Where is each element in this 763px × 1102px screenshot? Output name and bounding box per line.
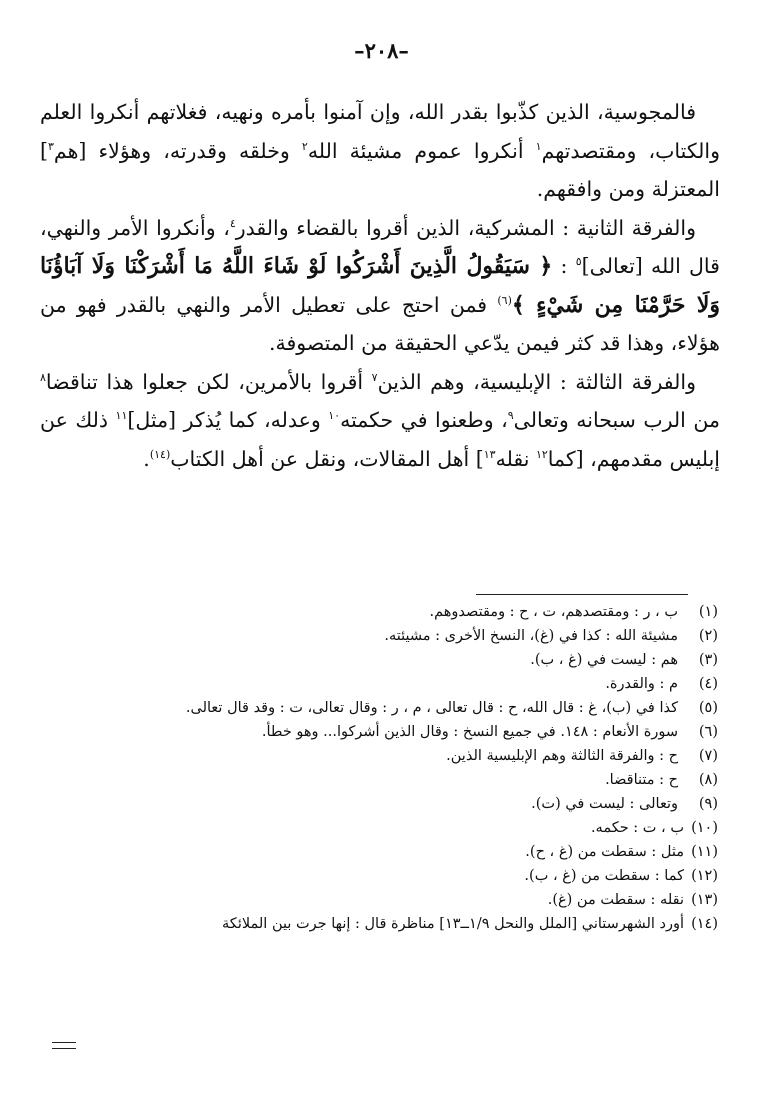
quran-verse: ﴿ سَيَقُولُ الَّذِينَ أَشْرَكُوا لَوْ شَاءَ اللَّهُ مَا أَشْرَكْنَا وَلَا آبَاؤُنَا وَلَا حَرَّمْنَا مِن شَيْءٍ ﴾	[40, 253, 720, 318]
text-run: وعدله، كما يُذكر [مثل]	[127, 408, 329, 432]
text-run: ، وطعنوا في حكمته	[340, 408, 508, 432]
footnote-number: (١٢)	[691, 868, 718, 884]
footnote-text: سورة الأنعام : ١٤٨. في جميع النسخ : وقال الذين أشركوا... وهو خطأ.	[261, 724, 678, 740]
text-run: أقروا بالأمرين، لكن جعلوا هذا تناقضا	[45, 369, 372, 394]
footnote-number: (١٣)	[691, 892, 718, 908]
footnote-number: (١٠)	[691, 820, 718, 836]
footnote-ref: ٢	[301, 139, 308, 153]
paragraph-mushrikiyya	[40, 209, 720, 363]
footnote-ref: ٤	[229, 216, 236, 230]
text-run: :	[552, 254, 576, 278]
footnote-ref: ١١	[115, 409, 128, 423]
footnote	[50, 600, 718, 624]
footnote-text: مشيئة الله : كذا في (غ)، النسخ الأخرى : مشيئته.	[384, 628, 678, 644]
text-run: ] أهل المقالات، ونقل عن أهل الكتاب	[170, 446, 484, 471]
footnote-ref: ١	[535, 139, 542, 153]
footnote-ref: ١٠	[328, 409, 341, 423]
footnote-number: (٥)	[698, 700, 718, 716]
footnote-number: (٩)	[698, 796, 718, 812]
footnote	[50, 888, 718, 912]
footnote-separator	[476, 594, 688, 595]
footnote-ref: (١٤)	[149, 447, 171, 461]
text-run: ذلك عن إبليس مقدمهم، [كما	[40, 408, 720, 471]
paragraph-majusiyya	[40, 93, 720, 209]
page-number: –٢٠٨–	[354, 38, 409, 63]
footnote	[50, 816, 718, 840]
footnote-ref: (٦)	[497, 293, 512, 307]
footnote-text: ب ، ت : حكمه.	[590, 820, 684, 836]
text-run: فمن احتج على تعطيل الأمر والنهي بالقدر فهو من هؤلاء، وهذا قد كثر فيمن يدّعي الحقيقة من المتصوفة.	[40, 292, 720, 355]
text-run: من الرب سبحانه وتعالى	[513, 408, 720, 432]
footnote	[50, 720, 718, 744]
footnote-text: وتعالى : ليست في (ت).	[531, 796, 678, 812]
footnote	[50, 840, 718, 864]
footnote-number: (٤)	[698, 676, 718, 692]
footnote-number: (٨)	[698, 772, 718, 788]
footnote-text: نقله : سقطت من (غ).	[547, 892, 684, 908]
text-run: والفرقة الثالثة : الإبليسية، وهم الذين	[377, 369, 696, 394]
text-run: نقله	[495, 446, 536, 471]
footnote	[50, 648, 718, 672]
footnote-ref: ٧	[371, 370, 378, 384]
text-run: والفرقة الثانية : المشركية، الذين أقروا بالقضاء والقدر	[235, 215, 696, 240]
text-run: فالمجوسية، الذين كذّبوا بقدر الله، وإن آمنوا بأمره ونهيه، فغلاتهم أنكروا العلم والكتاب، ومقتصدتهم	[40, 100, 720, 163]
footnote-number: (٦)	[698, 724, 718, 740]
footnote-number: (١١)	[691, 844, 718, 860]
footnote	[50, 672, 718, 696]
footnotes	[50, 600, 718, 936]
footnote-ref: ٥	[575, 255, 582, 269]
footnote-ref: ١٣	[483, 447, 496, 461]
footnote-text: أورد الشهرستاني [الملل والنحل ١/٩ــ١٣] مناظرة قال : إنها جرت بين الملائكة	[222, 916, 684, 932]
footnote	[50, 696, 718, 720]
footnote	[50, 624, 718, 648]
footnote-text: ح : والفرقة الثالثة وهم الإبليسية الذين.	[446, 748, 678, 764]
footnote-ref: ٨	[40, 370, 46, 384]
footnote-text: كذا في (ب)، غ : قال الله، ح : قال تعالى ، م ، ر : وقال تعالى، ت : وقد قال تعالى.	[185, 700, 678, 716]
footnote-number: (٢)	[698, 628, 718, 644]
text-run: وخلقه وقدرته، وهؤلاء [هم	[53, 138, 302, 163]
footnote-text: هم : ليست في (غ ، ب).	[530, 652, 678, 668]
text-run: ، وأنكروا الأمر والنهي، قال الله [تعالى]	[40, 215, 720, 278]
footnote-text: كما : سقطت من (غ ، ب).	[524, 868, 684, 884]
main-text	[40, 93, 720, 478]
footnote	[50, 768, 718, 792]
footnote-ref: ١٢	[535, 447, 548, 461]
footnote-number: (٧)	[698, 748, 718, 764]
footnote-number: (١٤)	[691, 916, 718, 932]
footnote-text: ب ، ر : ومقتصدهم، ت ، ح : ومقتصدوهم.	[429, 604, 678, 620]
text-run: ] المعتزلة ومن وافقهم.	[40, 138, 720, 201]
text-run: .	[143, 446, 150, 471]
paragraph-iblisiyya	[40, 363, 720, 479]
footnote	[50, 792, 718, 816]
continuation-mark	[52, 1042, 76, 1049]
footnote-number: (١)	[698, 604, 718, 620]
footnote-ref: ٩	[507, 409, 514, 423]
footnote-text: ح : متناقضا.	[605, 772, 678, 788]
footnote-number: (٣)	[698, 652, 718, 668]
footnote-text: م : والقدرة.	[605, 676, 678, 692]
footnote	[50, 912, 718, 936]
text-run: أنكروا عموم مشيئة الله	[307, 138, 536, 163]
footnote	[50, 864, 718, 888]
footnote-ref: ٣	[48, 139, 54, 153]
footnote-text: مثل : سقطت من (غ ، ح).	[525, 844, 684, 860]
footnote	[50, 744, 718, 768]
